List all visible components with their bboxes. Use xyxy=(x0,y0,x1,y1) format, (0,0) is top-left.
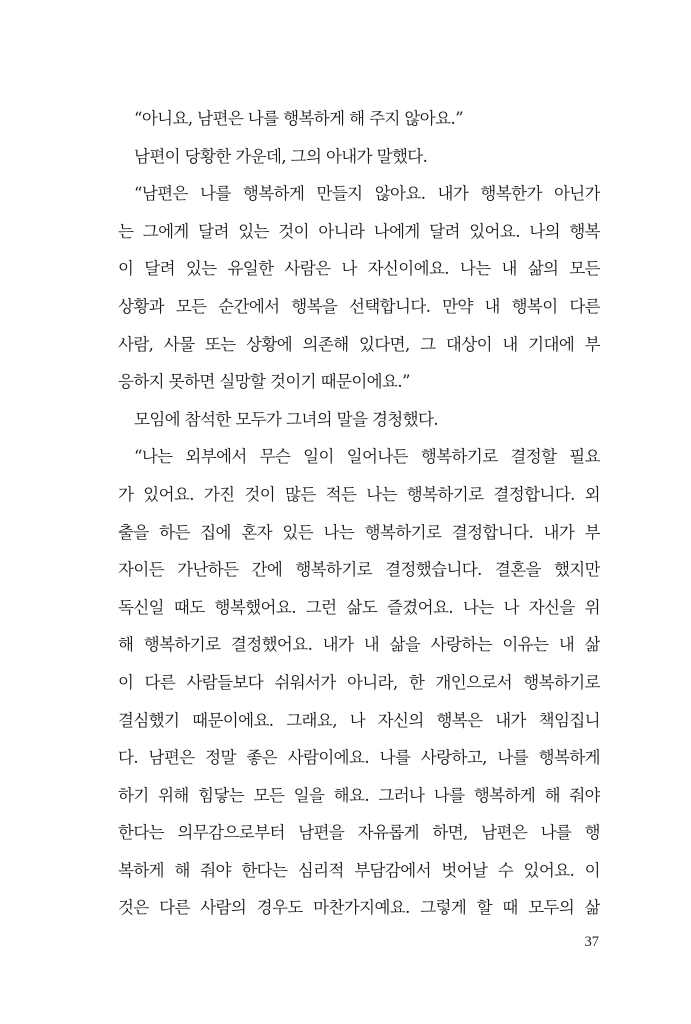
text-line: 해 행복하기로 결정했어요. 내가 내 삶을 사랑하는 이유는 내 삶 xyxy=(118,635,600,655)
text-line: 자이든 가난하든 간에 행복하기로 결정했습니다. 결혼을 했지만 xyxy=(118,560,600,580)
text-line: 한다는 의무감으로부터 남편을 자유롭게 하면, 남편은 나를 행 xyxy=(118,823,600,843)
text-line: 결심했기 때문이에요. 그래요, 나 자신의 행복은 내가 책임집니 xyxy=(118,710,600,730)
text-line: 출을 하든 집에 혼자 있든 나는 행복하기로 결정합니다. 내가 부 xyxy=(118,522,600,542)
text-line: 것은 다른 사람의 경우도 마찬가지예요. 그렇게 할 때 모두의 삶 xyxy=(118,898,600,918)
text-line: 는 그에게 달려 있는 것이 아니라 나에게 달려 있어요. 나의 행복 xyxy=(118,221,600,241)
text-line: 가 있어요. 가진 것이 많든 적든 나는 행복하기로 결정합니다. 외 xyxy=(118,484,600,504)
text-line: “남편은 나를 행복하게 만들지 않아요. 내가 행복한가 아닌가 xyxy=(134,184,600,204)
text-line: 이 다른 사람들보다 쉬워서가 아니라, 한 개인으로서 행복하기로 xyxy=(118,672,600,692)
text-line: 남편이 당황한 가운데, 그의 아내가 말했다. xyxy=(134,146,428,166)
text-line: 모임에 참석한 모두가 그녀의 말을 경청했다. xyxy=(134,409,438,429)
text-line: 하기 위해 힘닿는 모든 일을 해요. 그러나 나를 행복하게 해 줘야 xyxy=(118,785,600,805)
text-line: 다. 남편은 정말 좋은 사람이에요. 나를 사랑하고, 나를 행복하게 xyxy=(118,748,600,768)
text-line: 사람, 사물 또는 상황에 의존해 있다면, 그 대상이 내 기대에 부 xyxy=(118,334,600,354)
body-text xyxy=(118,100,600,927)
text-line: “아니요, 남편은 나를 행복하게 해 주지 않아요.” xyxy=(134,109,463,128)
page-number: 37 xyxy=(584,934,599,950)
text-line: 상황과 모든 순간에서 행복을 선택합니다. 만약 내 행복이 다른 xyxy=(118,296,600,316)
text-line: 복하게 해 줘야 한다는 심리적 부담감에서 벗어날 수 있어요. 이 xyxy=(118,860,600,880)
text-line: 독신일 때도 행복했어요. 그런 삶도 즐겼어요. 나는 나 자신을 위 xyxy=(118,597,600,617)
text-line: 이 달려 있는 유일한 사람은 나 자신이에요. 나는 내 삶의 모든 xyxy=(118,259,600,279)
text-line: 응하지 못하면 실망할 것이기 때문이에요.” xyxy=(118,372,410,392)
text-line: “나는 외부에서 무슨 일이 일어나든 행복하기로 결정할 필요 xyxy=(134,447,600,467)
